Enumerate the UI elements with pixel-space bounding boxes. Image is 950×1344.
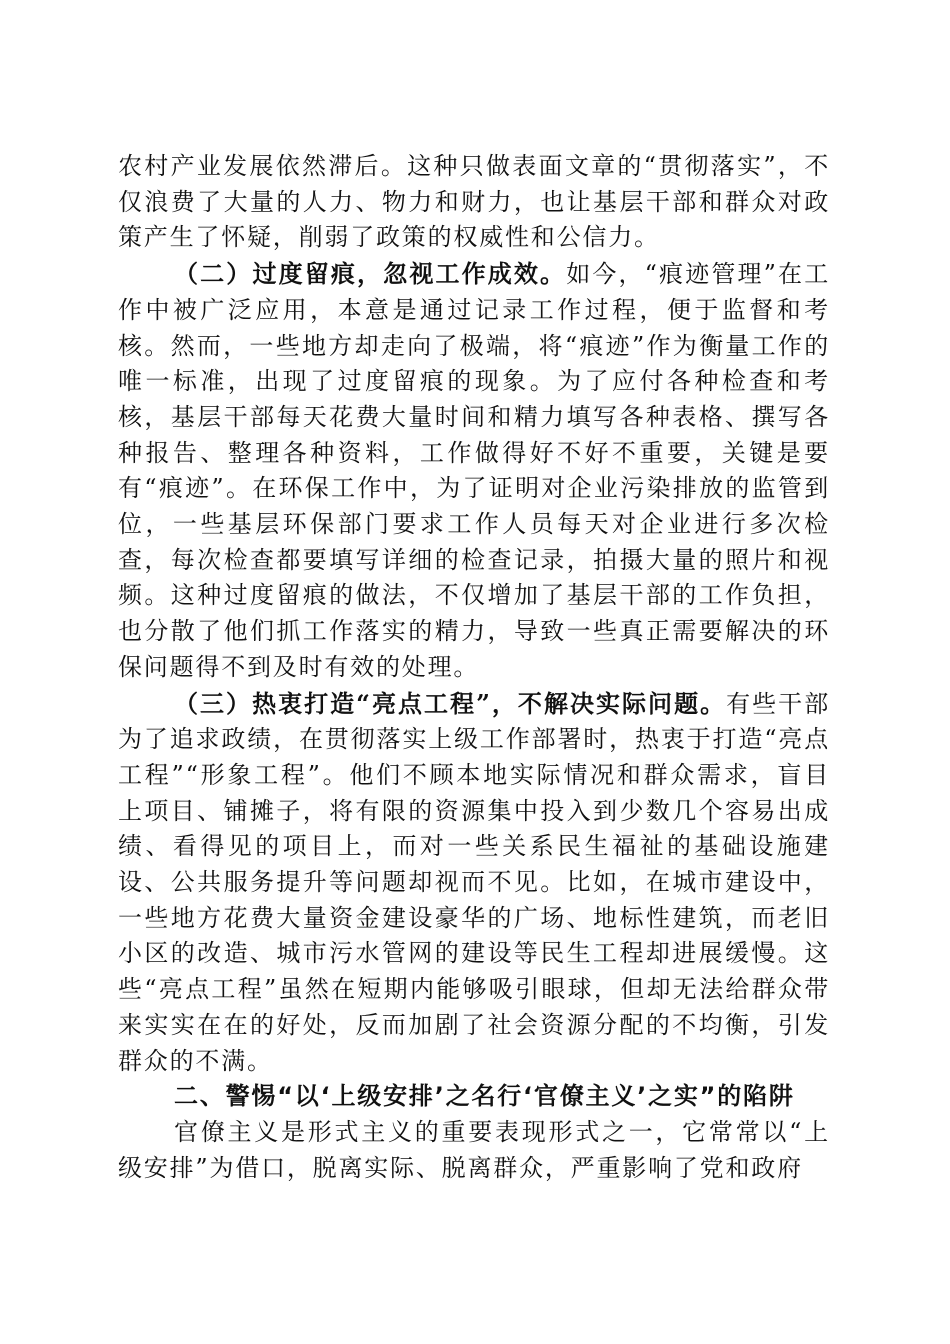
paragraph-bureaucratism: 官僚主义是形式主义的重要表现形式之一，它常常以“上级安排”为借口，脱离实际、脱离群众，严重影响了党和政府: [118, 1117, 830, 1182]
subsection-heading-2: （二）过度留痕，忽视工作成效。: [174, 259, 567, 289]
document-body: [118, 149, 830, 1186]
paragraph-highlight-projects: [118, 686, 830, 1080]
paragraph-body-2: 如今，“痕迹管理”在工作中被广泛应用，本意是通过记录工作过程，便于监督和考核。然而，一些地方却走向了极端，将“痕迹”作为衡量工作的唯一标准，出现了过度留痕的现象。为了应付各种检查和考核，基层干部每天花费大量时间和精力填写各种表格、撰写各种报告、整理各种资料，工作做得好不好不重要，关键是要有“痕迹”。在环保工作中，为了证明对企业污染排放的监管到位，一些基层环保部门要求工作人员每天对企业进行多次检查，每次检查都要填写详细的检查记录，拍摄大量的照片和视频。这种过度留痕的做法，不仅增加了基层干部的工作负担，也分散了他们抓工作落实的精力，导致一些真正需要解决的环保问题得不到及时有效的处理。: [118, 260, 831, 681]
paragraph-excessive-traces: [118, 256, 830, 685]
paragraph-body-3: 有些干部为了追求政绩，在贯彻落实上级工作部署时，热衷于打造“亮点工程”“形象工程”。他们不顾本地实际情况和群众需求，盲目上项目、铺摊子，将有限的资源集中投入到少数几个容易出成绩、看得见的项目上，而对一些关系民生福祉的基础设施建设、公共服务提升等问题却视而不见。比如，在城市建设中，一些地方花费大量资金建设豪华的广场、地标性建筑，而老旧小区的改造、城市污水管网的建设等民生工程却进展缓慢。这些“亮点工程”虽然在短期内能够吸引眼球，但却无法给群众带来实实在在的好处，反而加剧了社会资源分配的不均衡，引发群众的不满。: [118, 689, 830, 1075]
section-heading-2: 二、警惕“以‘上级安排’之名行‘官僚主义’之实”的陷阱: [174, 1082, 795, 1111]
subsection-heading-3: （三）热衷打造“亮点工程”，不解决实际问题。: [174, 688, 727, 718]
paragraph-continued: 农村产业发展依然滞后。这种只做表面文章的“贯彻落实”，不仅浪费了大量的人力、物力和财力，也让基层干部和群众对政策产生了怀疑，削弱了政策的权威性和公信力。: [118, 152, 830, 252]
